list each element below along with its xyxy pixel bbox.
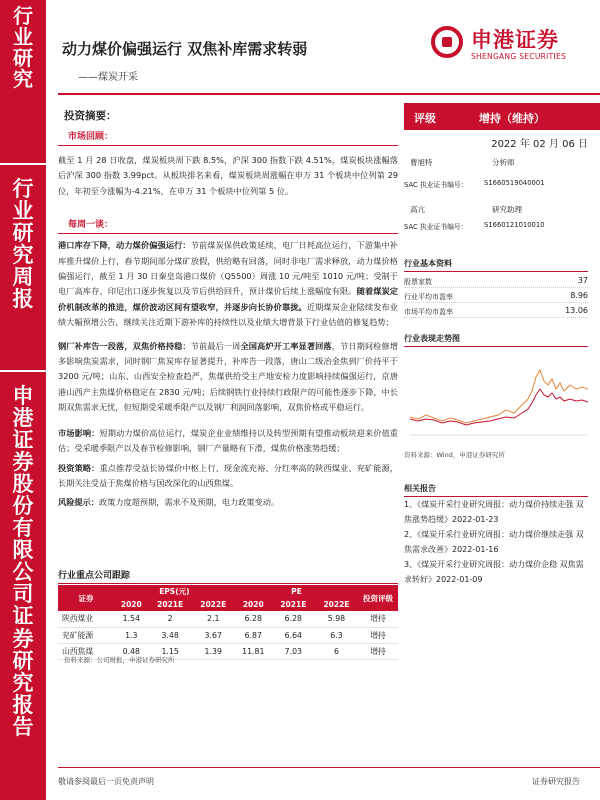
table-cell: 6.87 [235,627,272,643]
table-cell: 7.03 [272,643,315,659]
rating-value: 增持（维持） [479,112,545,125]
logo-mark-icon [431,26,463,58]
sidebar-label-industry-research [0,6,46,90]
col-year: 2021E [272,598,315,611]
strategy-body: 重点推荐受益长协煤价中枢上行、现金流充裕、分红率高的陕西煤业、兖矿能源，长期关注受益于焦煤价格与国改深化的山西焦煤。 [58,462,398,488]
analyst-cert-label: SAC 执业证书编号： [404,181,468,189]
coke-tail: ，节日期间检修增多影响焦炭需求，同时钢厂焦炭库存显著提升，补库告一段落，唐山二级冶金焦到厂价持平于 3200 元/吨；山东、山西安全检查趋严，焦煤供给受主产地安检力度影响持续偏强运行，京唐港山西产主焦煤价格稳定在 2830 元/吨；后续钢铁行业持续行政限产的可能性逐步下降，中长期双焦需求无忧，但短期受采暖季限产以及钢厂利润回落影响，双焦价格或平稳运行。 [58,340,398,413]
chart-source: 资料来源：Wind，申港证券研究所 [404,451,505,459]
footer-divider [58,767,600,768]
company-table-title: 行业重点公司跟踪 [58,568,398,584]
basic-data-title: 行业基本资料 [404,258,588,272]
market-impact-paragraph [58,426,398,457]
assistant-name: 高亢 [410,205,425,214]
sidebar-char: 究 [12,669,34,695]
table-cell: 6.3 [315,627,358,643]
sidebar-char: 港 [12,405,34,431]
col-security: 证券 [58,585,114,611]
related-title: 相关报告 [404,483,588,497]
performance-chart [404,355,588,445]
row-key: 市场平均市盈率 [404,308,453,316]
logo-en-text: SHENGANG SECURITIES [471,52,567,61]
risk-body: 政策力度超预期，需求不及预期，电力政策变动。 [98,497,280,508]
table-cell: 0.48 [114,643,149,659]
table-cell: 1.39 [192,643,235,659]
rating-label: 评级 [414,112,436,125]
report-subtitle: ——煤炭开采 [78,72,138,83]
section-rule [58,233,398,234]
coal-tail: 近期煤炭企业陆续发布业绩大幅预增公告，继续关注近期下游补库的持续性以及业绩大增背景下行业估值的修复趋势； [58,301,398,328]
sidebar-char: 申 [12,383,34,408]
table-cell: 6.28 [272,611,315,627]
assistant-cert-label: SAC 执业证书编号： [404,223,468,231]
col-pe: PE [235,585,358,598]
sidebar-char: 研 [12,220,34,246]
table-cell: 1.15 [149,643,192,659]
col-rating: 投资评级 [358,585,398,611]
table-cell: 增持 [358,643,398,659]
section-rule [58,145,398,146]
sidebar-char: 告 [12,713,34,739]
sidebar-char: 究 [13,67,33,91]
report-title: 动力煤价偏强运行 双焦补库需求转弱 [62,40,308,58]
header-divider [58,93,600,95]
table-cell: 陕西煤业 [58,611,114,627]
company-logo [431,22,596,66]
table-cell: 2.1 [192,611,235,627]
table-cell: 1.3 [114,627,149,643]
sidebar-char: 报 [12,286,34,312]
impact-body: 短期动力煤价高位运行，煤炭企业业绩维持以及转型预期有望推动板块迎来价值重估；受采暖季限产以及春节检修影响，钢厂产量略有下滑，煤焦价格涨势趋缓； [58,427,398,454]
sidebar-char: 券 [12,449,34,475]
table-cell: 3.67 [192,627,235,643]
coal-body: 节前煤炭保供政策延续，电厂日耗高位运行，下游集中补库推升煤价上行，春节期间部分煤矿放假，供给略有回落，同时非电厂需求释放，动力煤价格偏强运行，截至 1 月 30 日秦皇岛港口煤价（Q5500）周涨 10 元/吨至 1010 元/吨；受制于电厂高库存、印尼出口逐步恢复以及节后供给回升，预计煤价后续上涨幅度有限。 [58,240,398,297]
sidebar-divider [0,163,46,165]
strategy-lead: 投资策略： [58,462,100,473]
sidebar-char: 司 [12,581,34,607]
page-header [58,0,600,90]
table-cell: 6.64 [272,627,315,643]
weekly-heading: 每周一谈： [68,220,114,231]
sidebar-char: 股 [12,471,34,497]
table-cell: 增持 [358,627,398,643]
performance-title: 行业表现走势图 [404,333,588,347]
basic-data-row [404,290,588,303]
sidebar-char: 研 [12,647,34,673]
risk-lead: 风险提示： [58,497,99,508]
basic-data-row [404,305,588,318]
coal-lead: 港口库存下降，动力煤价偏强运行： [58,240,191,251]
col-eps: EPS(元) [114,585,235,598]
weekly-paragraph-coke [58,339,398,416]
sidebar-char: 报 [12,691,34,717]
related-item[interactable]: 2、《煤炭开采行业研究周报：动力煤价继续走强 双焦需求改善》2022-01-16 [404,530,584,554]
col-year: 2020 [235,598,272,611]
side-panel [404,103,600,583]
sidebar-char: 有 [12,515,34,541]
row-value: 8.96 [570,291,588,300]
col-year: 2022E [315,598,358,611]
sidebar-char: 研 [13,46,33,70]
market-review-text: 截至 1 月 28 日收盘，煤炭板块周下跌 8.5%，沪深 300 指数下跌 4.51%，煤炭板块涨幅落后沪深 300 指数 3.99pct。从板块排名来看，煤炭板块周涨幅在申万 31 个板块中位列第 29 位，年初至今涨幅为-4.21%，在申万 31 个板块中位列第 5 位。 [58,155,398,196]
sidebar [0,0,46,800]
chart-series-orange [410,370,588,423]
coke-body: 节前最后一周 [190,340,241,351]
risk-paragraph [58,495,398,510]
basic-data-row [404,275,588,288]
table-cell: 山西焦煤 [58,643,114,659]
sidebar-char: 券 [12,625,34,651]
sidebar-label-weekly-report [0,178,46,310]
analyst-role: 分析师 [492,158,515,167]
coke-lead: 钢厂补库告一段落，双焦价格持稳： [58,340,191,351]
sidebar-char: 行 [13,4,33,28]
sidebar-divider [0,370,46,372]
abstract-heading: 投资摘要： [64,110,117,122]
sidebar-char: 业 [12,198,34,224]
sidebar-char: 周 [12,264,34,290]
table-row [58,611,398,627]
analyst-name: 曹旭特 [410,158,433,167]
logo-cn-text: 申港证券 [471,28,559,52]
rating-bar [404,103,600,130]
table-row [58,627,398,643]
related-item[interactable]: 1、《煤炭开采行业研究周报：动力煤价持续走强 双焦涨势趋缓》2022-01-23 [404,500,584,524]
row-value: 13.06 [565,306,588,315]
sidebar-label-company-report [0,385,46,738]
related-item[interactable]: 3、《煤炭开采行业研究周报：动力煤价企稳 双焦需求转好》2022-01-09 [404,560,584,584]
sidebar-char: 公 [12,559,34,585]
strategy-paragraph [58,461,398,492]
assistant-cert: S1660121010010 [484,221,545,229]
impact-lead: 市场影响： [58,427,100,438]
sidebar-char: 究 [12,242,34,268]
coke-emphasis: 全国高炉开工率显著回落 [240,340,332,351]
table-cell: 5.98 [315,611,358,627]
table-cell: 6.28 [235,611,272,627]
coal-emphasis: 随着煤炭定价机制改革的推进，煤价波动区间有望收窄，并逐步向长协价靠拢。 [58,286,398,312]
col-year: 2021E [149,598,192,611]
sidebar-char: 限 [12,537,34,563]
row-key: 行业平均市盈率 [404,293,453,301]
sidebar-char: 份 [12,493,34,519]
sidebar-char: 证 [12,603,34,629]
sidebar-char: 证 [12,427,34,453]
table-cell: 2 [149,611,192,627]
table-cell: 1.54 [114,611,149,627]
assistant-role: 研究助理 [492,205,522,214]
row-value: 37 [577,276,588,285]
chart-series-red [410,389,588,425]
table-source: 资料来源：公司财报，申港证券研究所 [64,656,175,664]
table-cell: 3.48 [149,627,192,643]
row-key: 股票家数 [404,278,432,286]
sidebar-char: 行 [12,176,34,201]
analyst-cert: S1660519040001 [484,179,545,187]
report-date: 2022 年 02 月 06 日 [491,139,588,150]
sidebar-char: 业 [13,25,33,49]
table-cell: 6 [315,643,358,659]
weekly-paragraph-coal [58,238,398,330]
table-cell: 增持 [358,611,398,627]
col-year: 2022E [192,598,235,611]
disclaimer-note: 敬请参阅最后一页免责声明 [58,777,154,786]
company-table [58,585,398,660]
market-review-heading: 市场回顾： [68,132,114,142]
footer-label: 证券研究报告 [532,777,580,786]
table-cell: 11.81 [235,643,272,659]
col-year: 2020 [114,598,149,611]
abstract-section [58,100,398,511]
table-cell: 兖矿能源 [58,627,114,643]
